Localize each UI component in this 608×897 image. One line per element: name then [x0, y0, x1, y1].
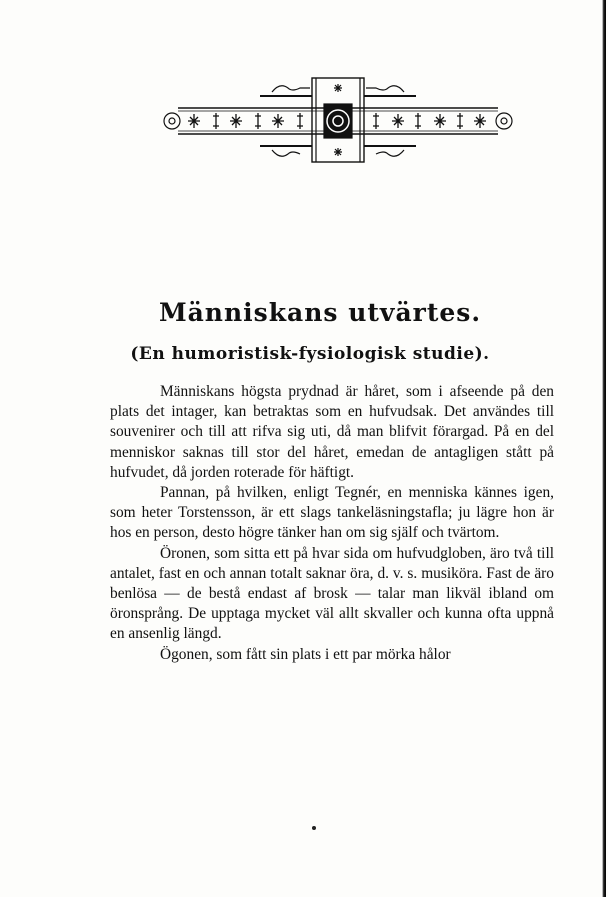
page-edge-shadow	[602, 0, 606, 897]
page-title: Människans utvärtes.	[158, 298, 482, 327]
body-text	[110, 382, 554, 665]
decorative-headpiece-icon	[160, 74, 516, 166]
paragraph-forehead: Pannan, på hvilken, enligt Tegnér, en menniska kännes igen, som heter Torstensson, är ett slags tankeläsningstafla; ju lägre hon är hos en person, desto högre tänker han om sig själf och tvärtom.	[110, 484, 554, 542]
print-speck	[312, 826, 316, 830]
paragraph-hair: Människans högsta prydnad är håret, som i afseende på den plats det intager, kan betraktas som en hufvudsak. Det användes till souvenirer och till att rifva sig uti, då man blifvit förargad. På en del menniskor saknas till stor del håret, emedan de antagligen stått på hufvudet, då jorden roterade för häftigt.	[110, 383, 554, 481]
paragraph-ears: Öronen, som sitta ett på hvar sida om hufvudgloben, äro två till antalet, fast en och annan totalt saknar öra, d. v. s. musiköra. Fast de äro benlösa — de bestå endast af brosk — talar man likväl ibland om öronsprång. De upptaga mycket väl allt skvaller och kunna ofta uppnå en ansenlig längd.	[110, 544, 554, 643]
page-subtitle: (En humoristisk-fysiologisk studie).	[130, 344, 490, 364]
paragraph-eyes: Ögonen, som fått sin plats i ett par mörka hålor	[160, 645, 451, 663]
